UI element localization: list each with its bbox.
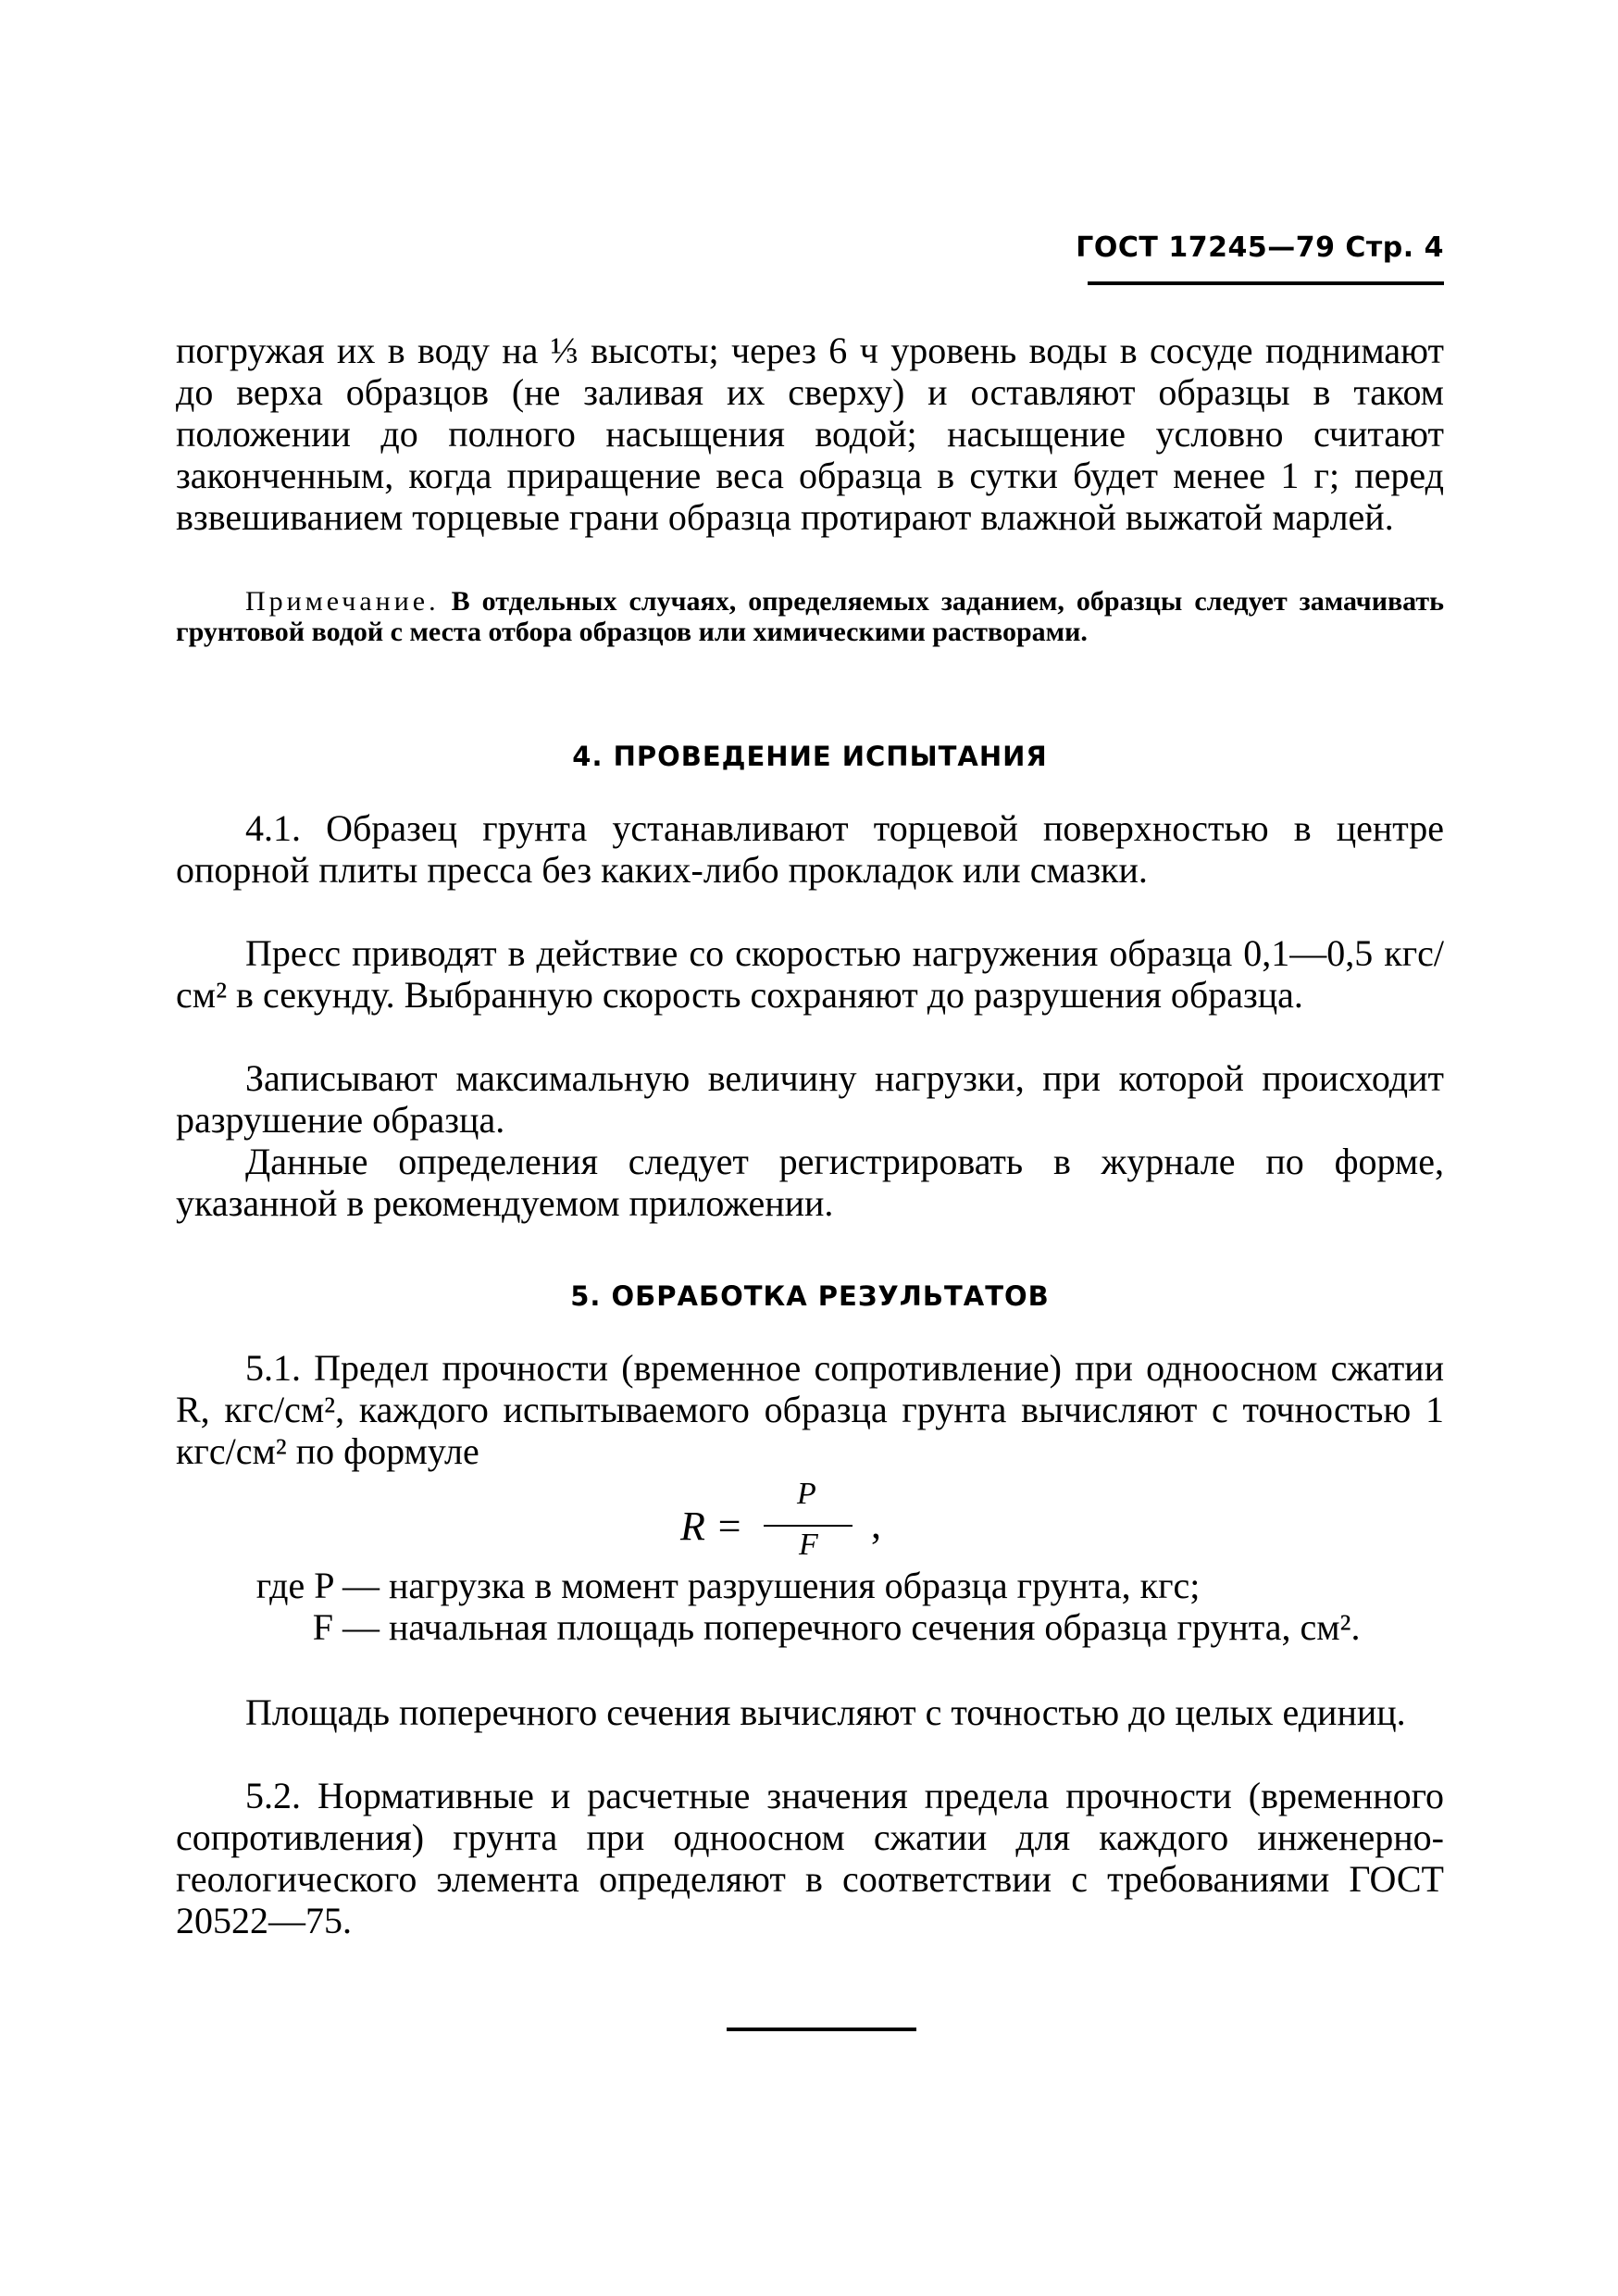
header-page-number: Стр. 4 bbox=[1345, 231, 1444, 264]
strength-formula bbox=[680, 1477, 958, 1569]
section-4-paragraph-2: Пресс приводят в действие со скоростью нагружения образца 0,1—0,5 кгс/см² в секунду. Выбранную скорость сохраняют до разрушения образца. bbox=[176, 932, 1444, 1016]
note-label: Примечание. bbox=[245, 586, 440, 617]
section-4-paragraph-4: Данные определения следует регистрировать в журнале по форме, указанной в рекомендуемом приложении. bbox=[176, 1141, 1444, 1224]
definition-row bbox=[185, 1565, 1444, 1606]
fraction-bar bbox=[764, 1525, 853, 1527]
section-5-paragraph-1: 5.1. Предел прочности (временное сопротивление) при одноосном сжатии R, кгс/см², каждого испытываемого образца грунта вычисляют с точностью 1 кгс/см² по формуле bbox=[176, 1347, 1444, 1472]
definition-text: начальная площадь поперечного сечения образца грунта, см². bbox=[389, 1606, 1361, 1648]
intro-paragraph: погружая их в воду на ⅓ высоты; через 6 ч уровень воды в сосуде поднимают до верха образцов (не заливая их сверху) и оставляют образцы в таком положении до полного насыщения водой; насыщение условно считают законченным, когда приращение веса образца в сутки будет менее 1 г; перед взвешиванием торцевые грани образца протирают влажной выжатой марлей. bbox=[176, 330, 1444, 538]
header-rule bbox=[1088, 281, 1444, 285]
section-4-heading: 4. ПРОВЕДЕНИЕ ИСПЫТАНИЯ bbox=[572, 741, 1048, 772]
page-header bbox=[1037, 231, 1444, 264]
definition-text: нагрузка в момент разрушения образца грунта, кгс; bbox=[389, 1565, 1201, 1606]
definition-row bbox=[185, 1606, 1444, 1648]
section-5-paragraph-3: 5.2. Нормативные и расчетные значения предела прочности (временного сопротивления) грунта при одноосном сжатии для каждого инженерно-геологического элемента определяют в соответствии с требованиями ГОСТ 20522—75. bbox=[176, 1775, 1444, 1941]
note-block bbox=[176, 586, 1444, 647]
formula-trailing-comma: , bbox=[871, 1502, 881, 1547]
variable-definitions bbox=[185, 1565, 1444, 1648]
section-5-heading: 5. ОБРАБОТКА РЕЗУЛЬТАТОВ bbox=[570, 1280, 1050, 1312]
formula-numerator: P bbox=[797, 1477, 816, 1511]
section-5-paragraph-2: Площадь поперечного сечения вычисляют с точностью до целых единиц. bbox=[245, 1691, 1406, 1733]
section-4-paragraph-3: Записывают максимальную величину нагрузки, при которой происходит разрушение образца. bbox=[176, 1057, 1444, 1141]
header-standard: ГОСТ 17245—79 bbox=[1076, 231, 1336, 264]
note-text: В отдельных случаях, определяемых заданием, образцы следует замачивать грунтовой водой с места отбора образцов или химическими растворами. bbox=[176, 586, 1444, 647]
definition-label: F — bbox=[312, 1606, 380, 1648]
formula-lhs: R = bbox=[680, 1504, 743, 1549]
formula-denominator: F bbox=[799, 1528, 818, 1562]
definition-label: где P — bbox=[255, 1565, 380, 1606]
section-4-paragraph-1: 4.1. Образец грунта устанавливают торцевой поверхностью в центре опорной плиты пресса без каких-либо прокладок или смазки. bbox=[176, 807, 1444, 891]
end-rule bbox=[727, 2028, 916, 2031]
